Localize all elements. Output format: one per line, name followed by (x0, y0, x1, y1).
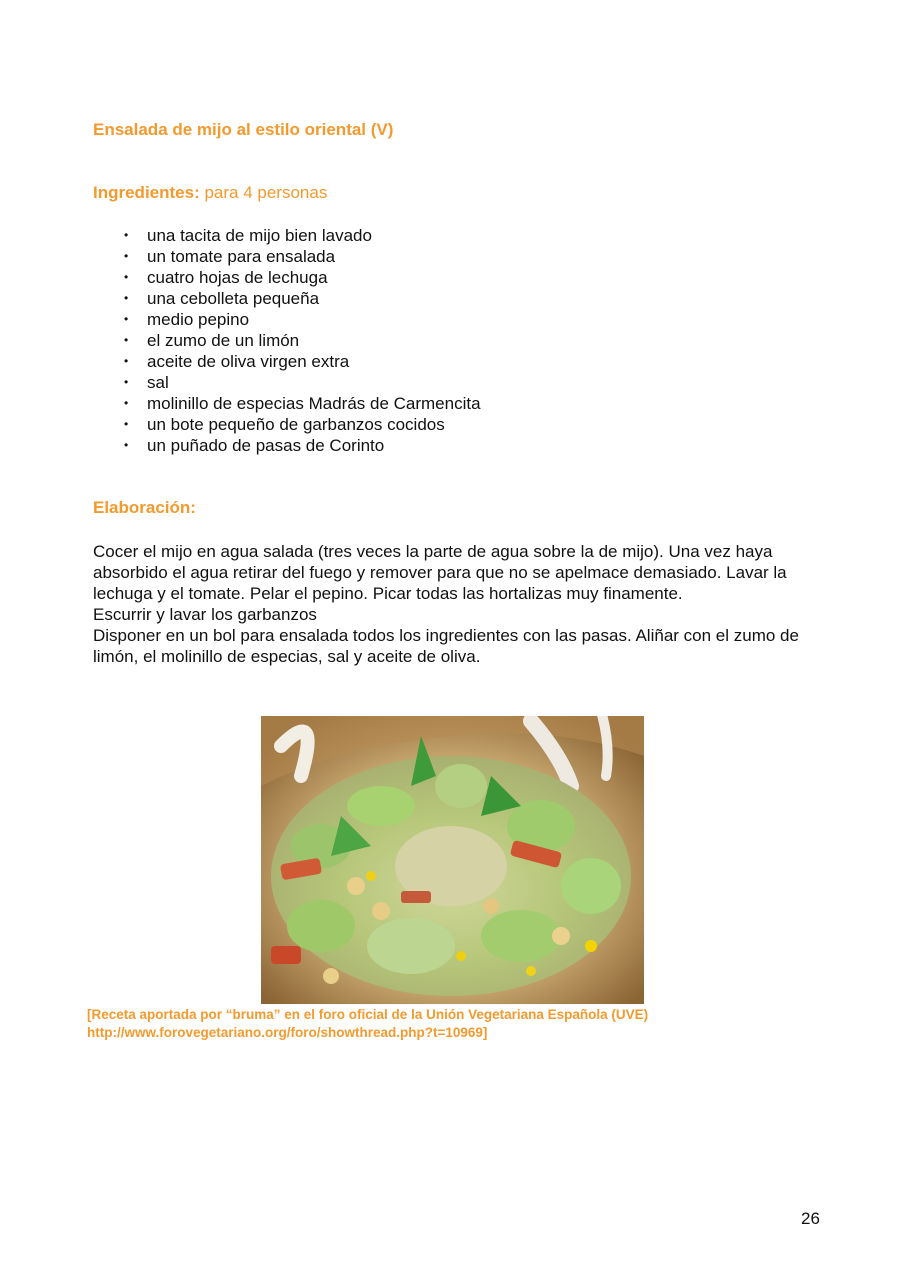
elaboration-text (93, 541, 813, 667)
bullet-icon: • (124, 438, 129, 452)
ingredient-text: un puñado de pasas de Corinto (147, 436, 385, 455)
ingredient-text: un bote pequeño de garbanzos cocidos (147, 415, 445, 434)
paragraph: Escurrir y lavar los garbanzos (93, 605, 317, 624)
list-item (120, 372, 481, 393)
bullet-icon: • (124, 291, 129, 305)
salad-photo (261, 716, 644, 1004)
bullet-icon: • (124, 396, 129, 410)
recipe-title: Ensalada de mijo al estilo oriental (V) (93, 120, 394, 139)
ingredients-heading (93, 183, 327, 203)
page-number: 26 (801, 1209, 820, 1228)
bullet-icon: • (124, 375, 129, 389)
bullet-icon: • (124, 270, 129, 284)
ingredient-text: sal (147, 373, 169, 392)
list-item (120, 309, 481, 330)
list-item (120, 246, 481, 267)
ingredient-text: aceite de oliva virgen extra (147, 352, 350, 371)
credit-line: [Receta aportada por “bruma” en el foro oficial de la Unión Vegetariana Española (UVE) (87, 1007, 649, 1022)
list-item (120, 414, 481, 435)
list-item (120, 267, 481, 288)
ingredients-list (120, 225, 481, 456)
bullet-icon: • (124, 417, 129, 431)
bullet-icon: • (124, 333, 129, 347)
list-item (120, 435, 481, 456)
ingredients-servings: para 4 personas (199, 183, 328, 202)
list-item (120, 288, 481, 309)
ingredient-text: una tacita de mijo bien lavado (147, 226, 372, 245)
ingredient-text: el zumo de un limón (147, 331, 300, 350)
ingredient-text: medio pepino (147, 310, 250, 329)
ingredient-text: molinillo de especias Madrás de Carmencita (147, 394, 481, 413)
ingredient-text: un tomate para ensalada (147, 247, 336, 266)
paragraph: Cocer el mijo en agua salada (tres veces la parte de agua sobre la de mijo). Una vez haya absorbido el agua retirar del fuego y remover para que no se apelmace demasiado. Lavar la lechuga y el tomate. Pelar el pepino. Picar todas las hortalizas muy finamente. (93, 542, 787, 603)
credit-link[interactable]: http://www.forovegetariano.org/foro/showthread.php?t=10969] (87, 1025, 488, 1040)
bullet-icon: • (124, 312, 129, 326)
elaboration-heading: Elaboración: (93, 498, 196, 517)
ingredient-text: una cebolleta pequeña (147, 289, 320, 308)
ingredient-text: cuatro hojas de lechuga (147, 268, 328, 287)
list-item (120, 351, 481, 372)
list-item (120, 225, 481, 246)
list-item (120, 393, 481, 414)
bullet-icon: • (124, 249, 129, 263)
paragraph: Disponer en un bol para ensalada todos los ingredientes con las pasas. Aliñar con el zumo de limón, el molinillo de especias, sal y aceite de oliva. (93, 626, 799, 666)
list-item (120, 330, 481, 351)
bullet-icon: • (124, 228, 129, 242)
recipe-credit (87, 1006, 648, 1042)
ingredients-label: Ingredientes: (93, 183, 200, 202)
bullet-icon: • (124, 354, 129, 368)
